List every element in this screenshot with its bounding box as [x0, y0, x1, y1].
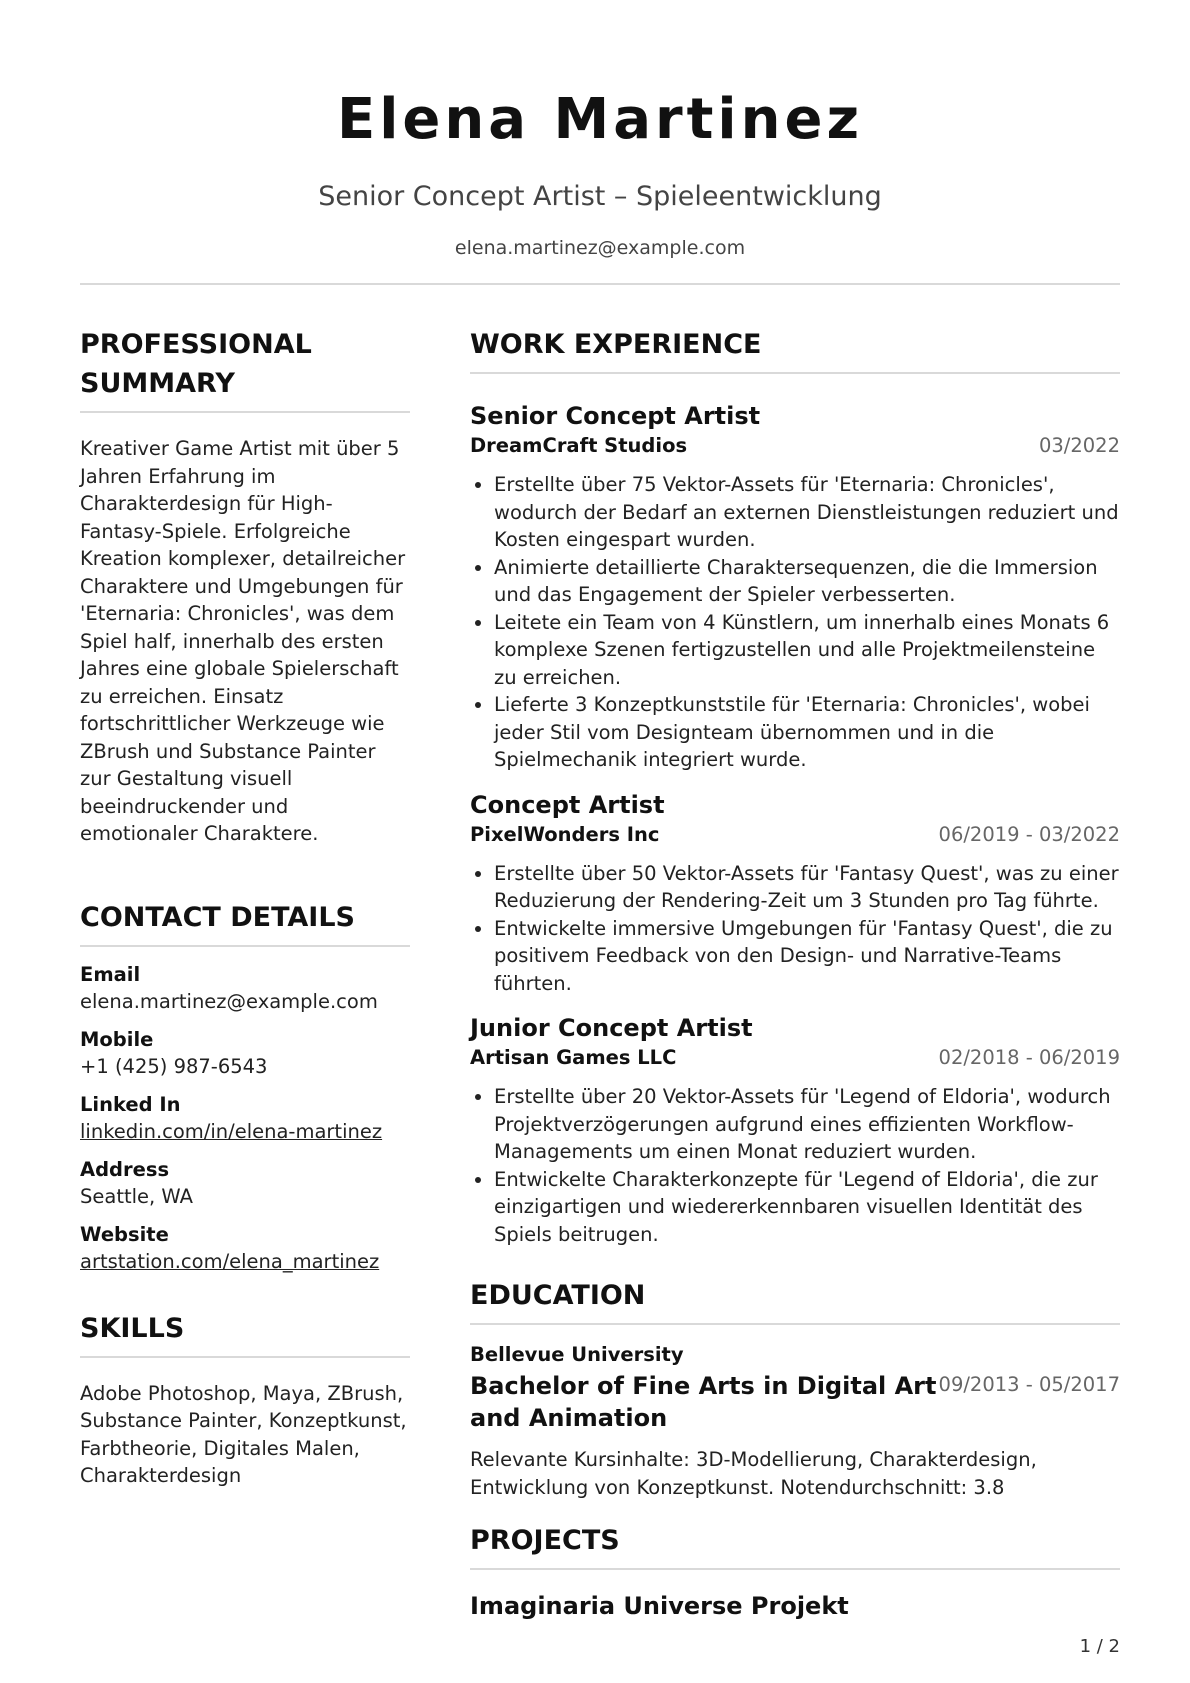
education-school: Bellevue University	[470, 1343, 684, 1366]
candidate-name: Elena Martinez	[336, 87, 864, 152]
job-title: Concept Artist	[470, 790, 665, 819]
contact-section	[80, 898, 410, 1275]
work-heading: WORK EXPERIENCE	[470, 329, 762, 360]
job-bullet: • Entwickelte Charakterkonzepte für 'Legend of Eldoria', die zur einzigartigen und wiedererkennbaren visuellen Identität des Spiels beitrugen.	[494, 1166, 1120, 1249]
section-divider	[470, 1568, 1120, 1570]
job-bullets	[470, 471, 1120, 774]
job-bullet: • Leitete ein Team von 4 Künstlern, um innerhalb eines Monats 6 komplexe Szenen fertigzustellen und alle Projektmeilensteine zu erreichen.	[494, 609, 1120, 692]
contact-heading: CONTACT DETAILS	[80, 901, 355, 933]
website-link[interactable]: artstation.com/elena_martinez	[80, 1249, 380, 1273]
section-divider	[470, 372, 1120, 374]
education-meta	[470, 1370, 1120, 1434]
job-bullets	[470, 1083, 1120, 1248]
mobile-label: Mobile	[80, 1027, 154, 1051]
education-section	[470, 1276, 1120, 1501]
projects-heading: PROJECTS	[470, 1525, 620, 1556]
job-entry	[470, 400, 1120, 774]
project-title: Imaginaria Universe Projekt	[470, 1592, 849, 1620]
education-heading: EDUCATION	[470, 1280, 646, 1311]
email-value[interactable]: elena.martinez@example.com	[80, 989, 378, 1013]
job-title: Senior Concept Artist	[470, 402, 761, 430]
contact-list	[80, 961, 410, 1275]
job-company: Artisan Games LLC	[470, 1046, 677, 1069]
section-divider	[470, 1323, 1120, 1325]
mobile-value[interactable]: +1 (425) 987-6543	[80, 1054, 268, 1078]
job-date: 06/2019 - 03/2022	[938, 822, 1120, 846]
job-date: 02/2018 - 06/2019	[938, 1046, 1120, 1069]
job-entry	[470, 789, 1120, 998]
summary-text: Kreativer Game Artist mit über 5 Jahren Erfahrung im Charakterdesign für High-Fantasy-Spiele. Erfolgreiche Kreation komplexer, detailreicher Charaktere und Umgebungen für 'Eternaria: Chronicles', was dem Spiel half, innerhalb des ersten Jahres eine globale Spielerschaft zu erreichen. Einsatz fortschrittlicher Werkzeuge wie ZBrush und Substance Painter zur Gestaltung visuell beeindruckender und emotionaler Charaktere.	[80, 437, 406, 845]
skills-section	[80, 1309, 410, 1490]
resume-header	[80, 78, 1120, 262]
header-divider	[80, 283, 1120, 285]
education-description: Relevante Kursinhalte: 3D-Modellierung, Charakterdesign, Entwicklung von Konzeptkunst. Notendurchschnitt: 3.8	[470, 1448, 1037, 1499]
job-meta	[470, 1044, 1120, 1071]
right-column	[470, 325, 1120, 1622]
job-bullet: • Lieferte 3 Konzeptkunststile für 'Eternaria: Chronicles', wobei jeder Stil vom Designteam übernommen und in die Spielmechanik integriert wurde.	[494, 691, 1120, 774]
address-label: Address	[80, 1157, 170, 1181]
skills-heading: SKILLS	[80, 1312, 185, 1344]
projects-section	[470, 1521, 1120, 1622]
job-bullet: • Animierte detaillierte Charaktersequenzen, die die Immersion und das Engagement der Spieler verbesserten.	[494, 554, 1120, 609]
job-company: PixelWonders Inc	[470, 822, 660, 846]
job-meta	[470, 821, 1120, 848]
candidate-headline: Senior Concept Artist – Spieleentwicklung	[318, 181, 882, 212]
job-bullet: • Erstellte über 20 Vektor-Assets für 'Legend of Eldoria', wodurch Projektverzögerungen aufgrund eines effizienten Workflow-Managements um einen Monat reduziert wurden.	[494, 1083, 1120, 1166]
job-title: Junior Concept Artist	[470, 1014, 753, 1042]
summary-section	[80, 325, 410, 848]
website-label: Website	[80, 1222, 169, 1246]
job-meta	[470, 432, 1120, 459]
email-label: Email	[80, 962, 141, 986]
header-email[interactable]: elena.martinez@example.com	[454, 237, 746, 259]
job-bullet: • Entwickelte immersive Umgebungen für 'Fantasy Quest', die zu positivem Feedback von den Design- und Narrative-Teams führten.	[494, 915, 1120, 998]
work-section	[470, 325, 1120, 1248]
section-divider	[80, 411, 410, 413]
linkedin-link[interactable]: linkedin.com/in/elena-martinez	[80, 1119, 383, 1143]
job-bullet: • Erstellte über 75 Vektor-Assets für 'Eternaria: Chronicles', wodurch der Bedarf an externen Dienstleistungen reduziert und Kosten eingespart wurden.	[494, 471, 1120, 554]
job-company: DreamCraft Studios	[470, 434, 688, 457]
job-entry	[470, 1012, 1120, 1248]
left-column	[80, 325, 410, 1490]
job-date: 03/2022	[1038, 434, 1120, 457]
address-value: Seattle, WA	[80, 1184, 193, 1208]
education-date: 09/2013 - 05/2017	[938, 1373, 1120, 1396]
linkedin-label: Linked In	[80, 1092, 181, 1116]
education-degree: Bachelor of Fine Arts in Digital Art and Animation	[470, 1372, 937, 1432]
section-divider	[80, 945, 410, 947]
job-bullets	[470, 860, 1120, 998]
job-bullet: • Erstellte über 50 Vektor-Assets für 'Fantasy Quest', was zu einer Reduzierung der Rendering-Zeit um 3 Stunden pro Tag führte.	[494, 860, 1120, 915]
section-divider	[80, 1356, 410, 1358]
summary-heading: PROFESSIONAL SUMMARY	[80, 329, 312, 399]
skills-text: Adobe Photoshop, Maya, ZBrush, Substance Painter, Konzeptkunst, Farbtheorie, Digitales Malen, Charakterdesign	[80, 1381, 407, 1487]
page-number: 1 / 2	[1079, 1636, 1120, 1657]
